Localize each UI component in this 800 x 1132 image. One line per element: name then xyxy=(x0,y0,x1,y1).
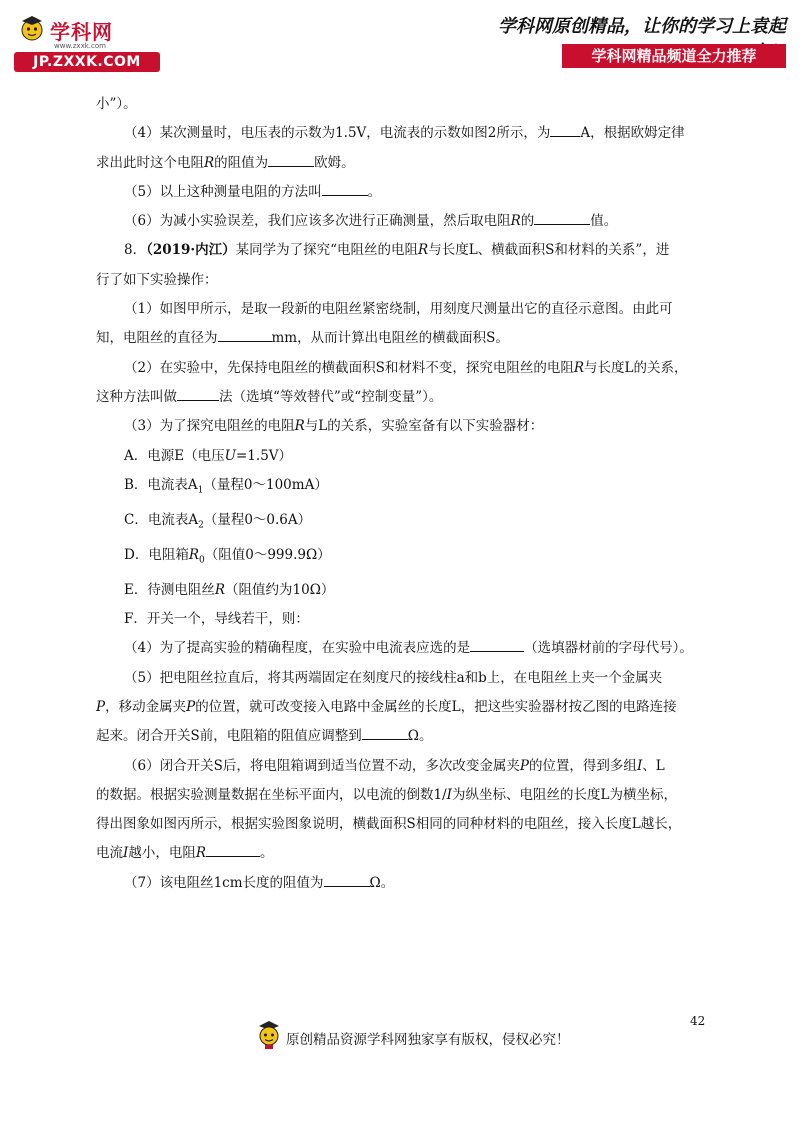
question-8 xyxy=(96,236,716,265)
text: （7）该电阻丝1cm长度的阻值为 xyxy=(124,874,324,891)
text: 越小，电阻 xyxy=(128,845,196,862)
option-b xyxy=(96,471,716,506)
answer-blank xyxy=(268,152,314,167)
answer-blank xyxy=(362,725,408,740)
text: 的 xyxy=(520,213,535,230)
text: （2）在实验中，先保持电阻丝的横截面积S和材料不变，探究电阻丝的电阻 xyxy=(124,359,574,376)
header-channel-badge: 学科网精品频道全力推荐 xyxy=(562,44,786,68)
text: 为纵坐标、电阻丝的长度L为横坐标， xyxy=(451,786,677,803)
variable: U xyxy=(224,447,236,464)
variable: R xyxy=(214,581,226,598)
text: 这种方法叫做 xyxy=(96,388,177,405)
answer-blank xyxy=(206,842,260,857)
text: （阻值约为10Ω） xyxy=(225,581,335,598)
text: 起来。闭合开关S前，电阻箱的阻值应调整到 xyxy=(96,728,362,745)
question-6 xyxy=(96,207,716,236)
text: 的数据。根据实验测量数据在坐标平面内，以电流的倒数1/ xyxy=(96,786,447,803)
option-d xyxy=(96,541,716,576)
variable: I xyxy=(446,786,452,803)
answer-blank xyxy=(324,872,370,887)
logo-banner: JP.ZXXK.COM xyxy=(14,52,160,72)
variable: I xyxy=(123,845,129,862)
text: （选填器材前的字母代号）。 xyxy=(524,640,693,657)
text: 值。 xyxy=(590,213,618,230)
page-header xyxy=(0,0,800,80)
text: mm，从而计算出电阻丝的横截面积S。 xyxy=(271,330,509,347)
text: （6）闭合开关S后，将电阻箱调到适当位置不动，多次改变金属夹 xyxy=(124,757,520,774)
text: 行了如下实验操作： xyxy=(96,271,218,288)
mascot-icon xyxy=(256,1020,282,1050)
text: 的位置，就可改变接入电路中金属丝的长度L，把这些实验器材按乙图的电路连接 xyxy=(195,699,677,715)
part-1 xyxy=(96,295,716,324)
text: （6）为减小实验误差，我们应该多次进行正确测量，然后取电阻 xyxy=(124,213,511,230)
text: 知，电阻丝的直径为 xyxy=(96,330,218,347)
answer-blank xyxy=(177,386,219,401)
text: （5）以上这种测量电阻的方法叫 xyxy=(124,183,322,200)
page-footer xyxy=(256,1020,596,1056)
answer-blank xyxy=(550,122,580,137)
text: A．电源E（电压 xyxy=(124,447,225,464)
subscript: 1 xyxy=(197,485,204,496)
part-2 xyxy=(96,354,716,383)
text: 与长度L、横截面积S和材料的关系”，进 xyxy=(428,242,670,259)
text-line xyxy=(96,810,716,839)
part-7 xyxy=(96,869,716,898)
page-number: 42 xyxy=(690,1014,706,1028)
text-line xyxy=(96,266,716,295)
text: 电流 xyxy=(96,845,123,862)
question-4 xyxy=(96,119,716,148)
answer-blank xyxy=(470,637,524,652)
text-line xyxy=(96,383,716,412)
text: 的阻值为 xyxy=(214,154,269,171)
text-line xyxy=(96,149,716,178)
text: Ω。 xyxy=(407,728,433,745)
part-5 xyxy=(96,664,716,693)
mascot-icon xyxy=(18,14,46,42)
text: 求出此时这个电阻 xyxy=(96,154,204,171)
variable: R xyxy=(204,154,215,171)
text: （量程0～100mA） xyxy=(203,476,328,493)
variable: R xyxy=(188,546,199,563)
answer-blank xyxy=(322,181,368,196)
text: B．电流表A xyxy=(124,476,198,493)
zxxk-logo xyxy=(14,12,164,74)
text: 。 xyxy=(367,183,382,200)
text: （4）为了提高实验的精确程度，在实验中电流表应选的是 xyxy=(124,640,471,657)
text: =1.5V） xyxy=(236,447,293,464)
header-slogan: 学科网原创精品，让你的学习上袁起 xyxy=(498,16,786,37)
option-f xyxy=(96,605,716,634)
variable: P xyxy=(96,699,106,715)
variable: R xyxy=(510,213,521,230)
variable: P xyxy=(519,757,529,774)
variable: R xyxy=(294,418,305,435)
copyright-notice: 原创精品资源学科网独家享有版权，侵权必究！ xyxy=(286,1032,570,1048)
text: （3）为了探究电阻丝的电阻 xyxy=(124,418,295,435)
text: 与L的关系，实验室备有以下实验器材： xyxy=(304,418,544,435)
text: ，移动金属夹 xyxy=(105,699,187,715)
part-6 xyxy=(96,752,716,781)
text-line xyxy=(96,839,716,868)
subscript: 2 xyxy=(198,520,204,531)
option-e xyxy=(96,576,716,605)
text: 法（选填“等效替代”或“控制变量”）。 xyxy=(219,388,443,405)
text: 某同学为了探究“电阻丝的电阻 xyxy=(235,242,419,259)
logo-title: 学科网 xyxy=(50,20,113,44)
question-5 xyxy=(96,178,716,207)
text-line xyxy=(96,90,716,119)
text: 得出图象如图丙所示，根据实验图象说明，横截面积S相同的同种材料的电阻丝，接入长度L越长， xyxy=(96,816,682,833)
text: A，根据欧姆定律 xyxy=(580,125,685,142)
question-source: （2019·内江） xyxy=(146,242,236,259)
document-body xyxy=(96,90,716,898)
answer-blank xyxy=(534,210,590,225)
text: D．电阻箱 xyxy=(124,546,189,563)
question-number: 8． xyxy=(124,242,147,259)
text: Ω。 xyxy=(369,874,395,891)
text: （阻值0～999.9Ω） xyxy=(204,546,331,563)
part-3 xyxy=(96,412,716,441)
text: 与长度L的关系， xyxy=(584,359,688,376)
subscript: 0 xyxy=(199,555,205,566)
text: （1）如图甲所示，是取一段新的电阻丝紧密绕制，用刻度尺测量出它的直径示意图。由此可 xyxy=(124,301,673,318)
text-line xyxy=(96,324,716,353)
text: （量程0～0.6A） xyxy=(203,511,312,528)
variable: I xyxy=(636,757,643,774)
text: 。 xyxy=(260,845,274,862)
text: E．待测电阻丝 xyxy=(124,581,215,598)
variable: P xyxy=(186,699,196,715)
option-c xyxy=(96,506,716,541)
logo-url-small: www.zxxk.com xyxy=(54,42,106,50)
text: 小”）。 xyxy=(96,96,137,112)
text: C．电流表A xyxy=(124,511,199,528)
text: F．开关一个，导线若干，则： xyxy=(124,611,309,628)
text: 、L xyxy=(642,757,665,774)
text-line xyxy=(96,693,716,722)
text: 欧姆。 xyxy=(314,154,355,171)
text: 的位置，得到多组 xyxy=(528,757,637,774)
part-4 xyxy=(96,634,716,663)
variable: R xyxy=(573,359,585,376)
answer-blank xyxy=(218,327,272,342)
option-a xyxy=(96,442,716,471)
variable: R xyxy=(418,242,429,259)
text: （4）某次测量时，电压表的示数为1.5V，电流表的示数如图2所示，为 xyxy=(124,125,551,142)
text-line xyxy=(96,722,716,751)
text-line xyxy=(96,781,716,810)
text: （5）把电阻丝拉直后，将其两端固定在刻度尺的接线柱a和b上，在电阻丝上夹一个金属夹 xyxy=(124,669,663,686)
variable: R xyxy=(195,845,207,862)
